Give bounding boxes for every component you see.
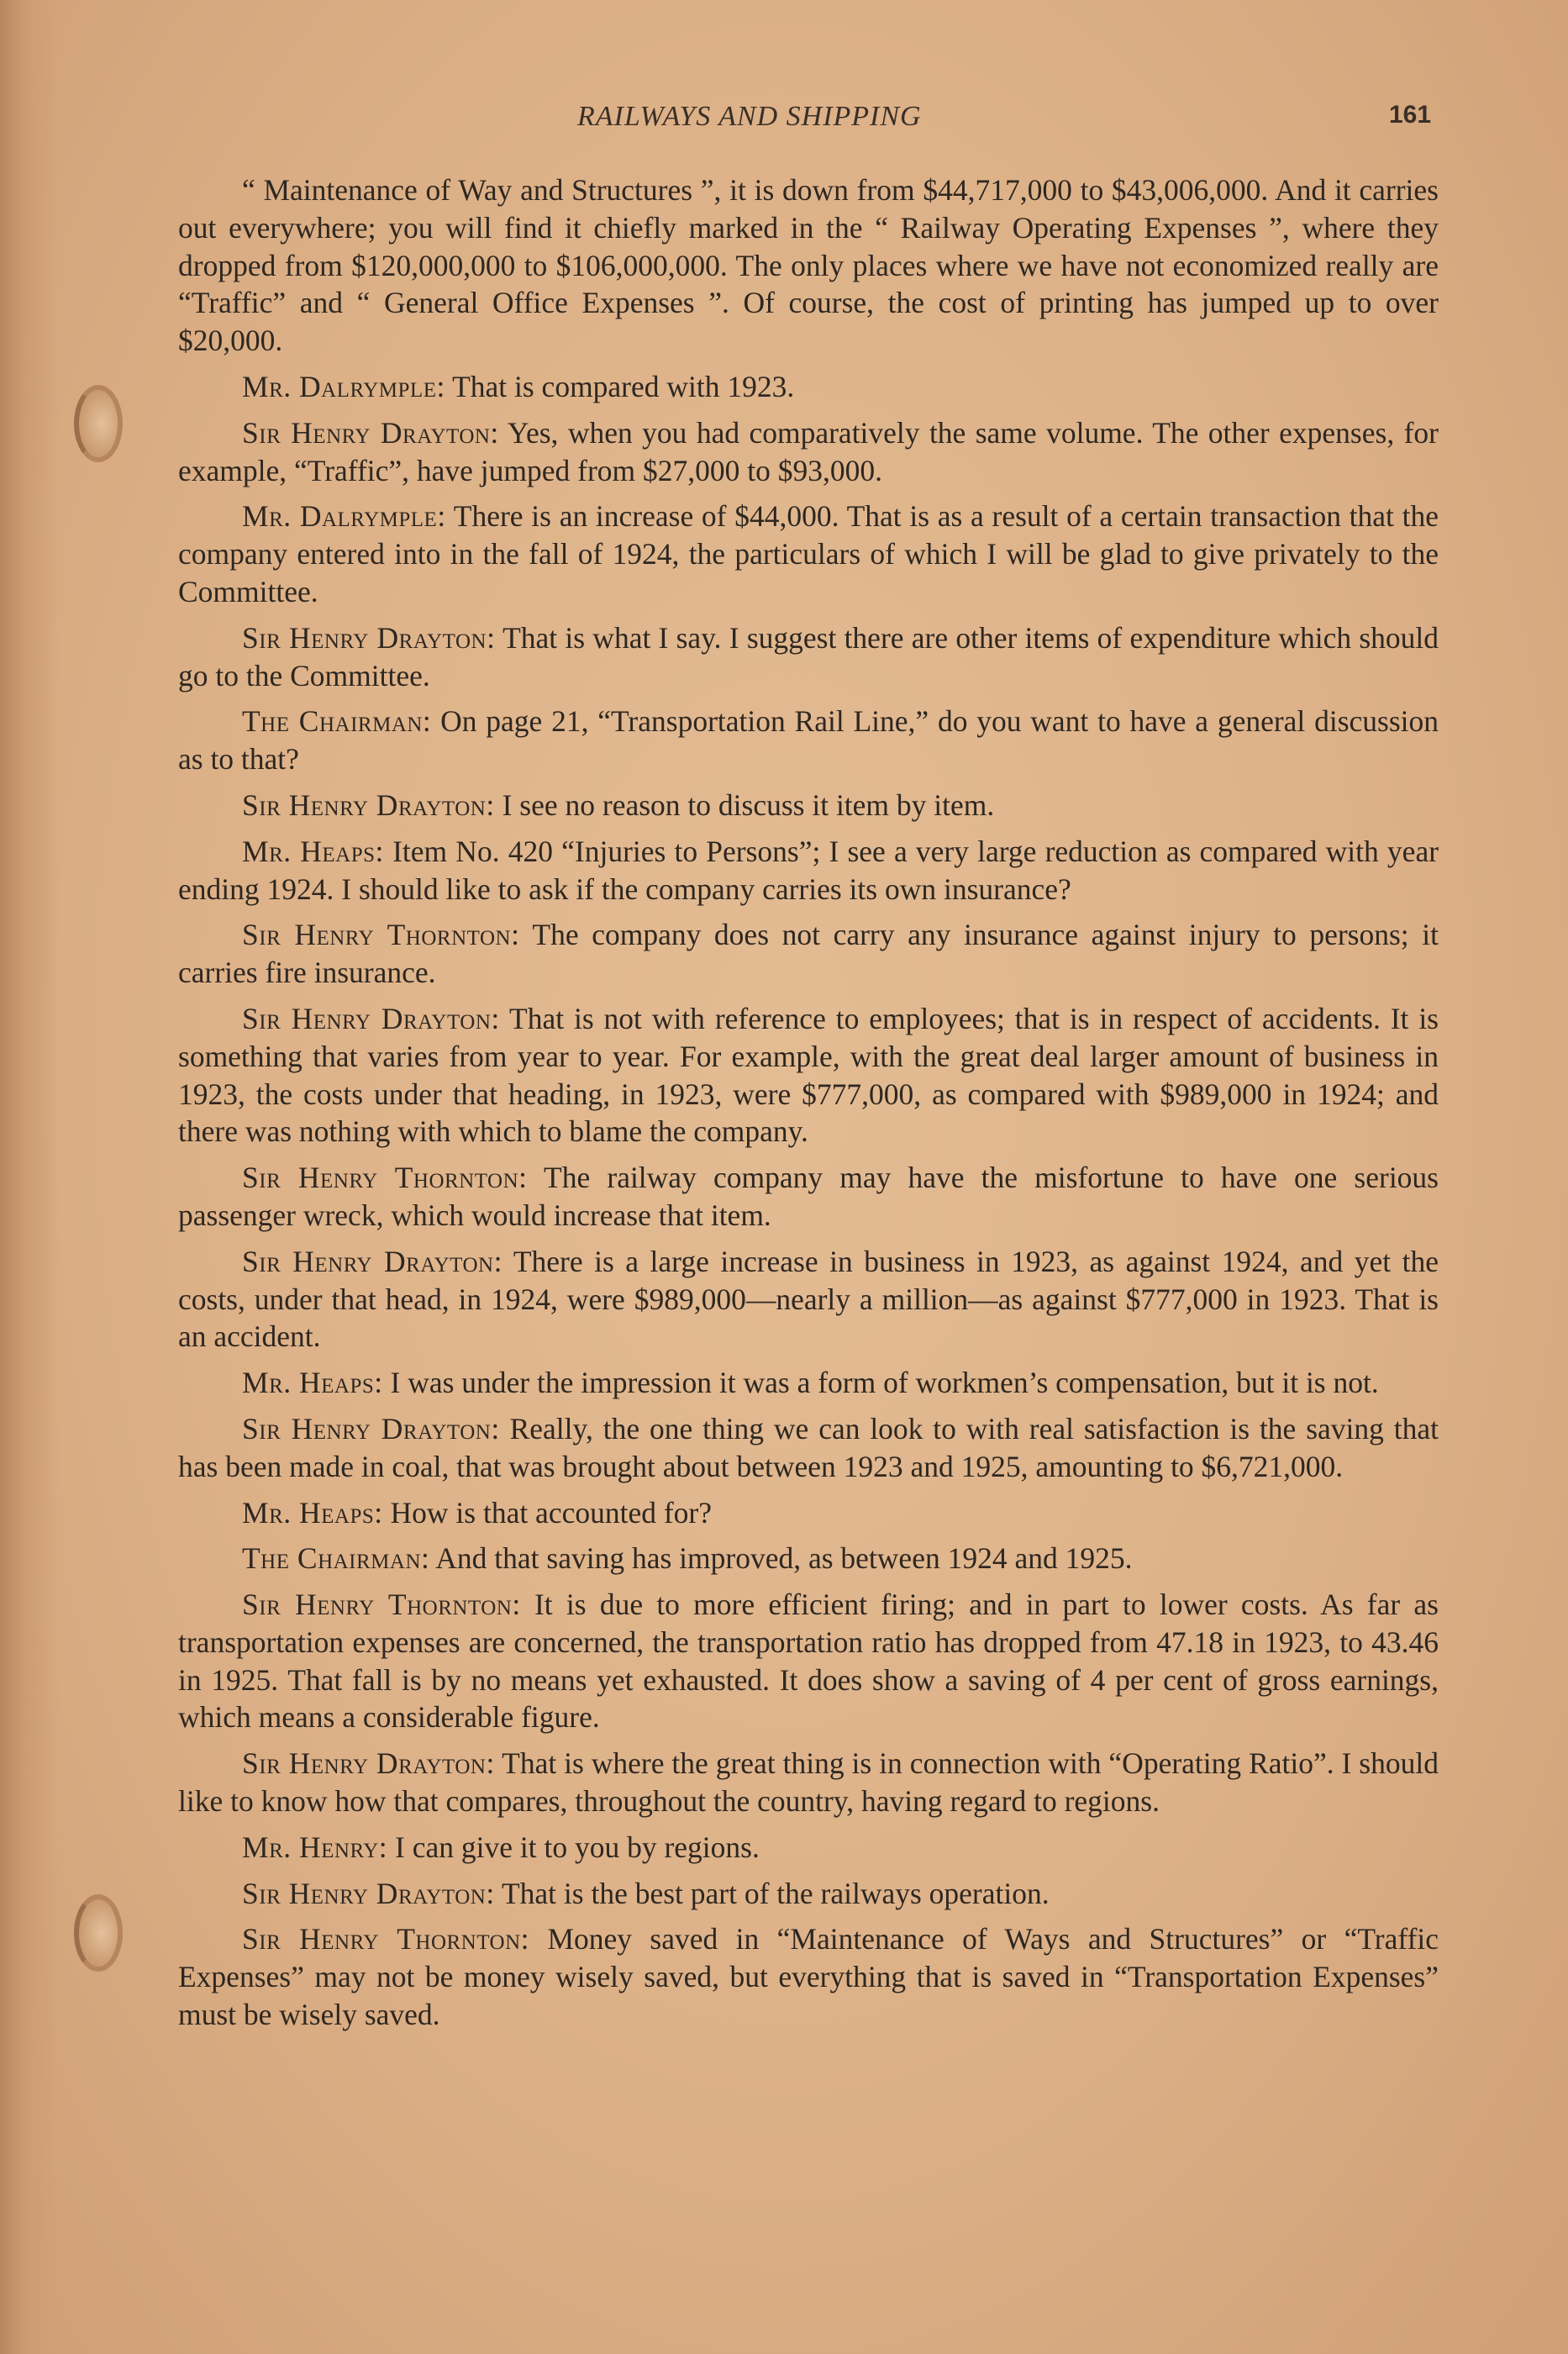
running-head: [0, 97, 1568, 140]
paragraph: [178, 1159, 1439, 1235]
speaker-name: Sir Henry Drayton:: [242, 1876, 495, 1910]
speaker-name: Sir Henry Drayton:: [242, 1746, 495, 1781]
paragraph-text: How is that accounted for?: [390, 1495, 712, 1530]
paragraph: [178, 1745, 1439, 1820]
paragraph: [178, 414, 1439, 490]
paragraph-text: Yes, when you had comparatively the same volume. The other expenses, for example, “Traffic”, have jumped from $27,000 to $93,000.: [178, 415, 1439, 487]
speaker-name: Sir Henry Drayton:: [242, 1244, 502, 1278]
paragraph: [178, 916, 1439, 992]
paragraph-text: On page 21, “Transportation Rail Line,” do you want to have a general discussion as to that?: [178, 704, 1439, 777]
speaker-name: Sir Henry Drayton:: [242, 1001, 500, 1035]
body-text: [178, 171, 1439, 2042]
speaker-name: The Chairman:: [242, 1541, 430, 1576]
paragraph: [178, 1410, 1439, 1486]
speaker-name: The Chairman:: [242, 704, 432, 739]
paragraph: [178, 1829, 1439, 1867]
binding-hole: [74, 385, 123, 462]
paragraph: [178, 1000, 1439, 1151]
speaker-name: Mr. Dalrymple:: [242, 369, 445, 403]
speaker-name: Mr. Heaps:: [242, 1495, 383, 1530]
speaker-name: Sir Henry Thornton:: [242, 1922, 530, 1956]
speaker-name: Sir Henry Drayton:: [242, 787, 495, 822]
paragraph: [178, 1875, 1439, 1913]
speaker-name: Sir Henry Thornton:: [242, 1588, 521, 1622]
speaker-name: Sir Henry Drayton:: [242, 1411, 500, 1446]
speaker-name: Mr. Heaps:: [242, 1366, 383, 1400]
speaker-name: Sir Henry Drayton:: [242, 620, 496, 655]
paragraph-text: There is a large increase in business in 1923, as against 1924, and yet the costs, under that head, in 1924, were $989,000—nearly a million—as against $777,000 in 1923. That is an accident.: [178, 1244, 1439, 1354]
paragraph-text: And that saving has improved, as between 1924 and 1925.: [435, 1541, 1133, 1576]
paragraph-text: I see no reason to discuss it item by item.: [502, 787, 995, 822]
paragraph-text: That is compared with 1923.: [452, 369, 795, 403]
paragraph: [178, 703, 1439, 778]
speaker-name: Sir Henry Thornton:: [242, 1161, 528, 1195]
paragraph-text: That is what I say. I suggest there are other items of expenditure which should go to the Committee.: [178, 620, 1439, 693]
paragraph: [178, 1243, 1439, 1356]
paragraph: [178, 498, 1439, 610]
page-number: 161: [1389, 101, 1432, 129]
speaker-name: Sir Henry Drayton:: [242, 415, 499, 450]
paragraph: [178, 833, 1439, 908]
speaker-name: Mr. Henry:: [242, 1830, 388, 1864]
paragraph: [178, 1586, 1439, 1736]
binding-hole: [74, 1894, 123, 1972]
paragraph-text: That is the best part of the railways operation.: [501, 1876, 1050, 1910]
paragraph-text: The company does not carry any insurance against injury to persons; it carries fire insurance.: [178, 918, 1439, 990]
paragraph: [178, 1920, 1439, 2033]
paragraph-text: The railway company may have the misfortune to have one serious passenger wreck, which would increase that item.: [178, 1161, 1439, 1232]
paragraph-text: I was under the impression it was a form of workmen’s compensation, but it is not.: [390, 1366, 1379, 1400]
paragraph-text: That is where the great thing is in connection with “Operating Ratio”. I should like to know how that compares, throughout the country, having regard to regions.: [178, 1746, 1439, 1819]
paragraph-text: There is an increase of $44,000. That is as a result of a certain transaction that the company entered into in the fall of 1924, the particulars of which I will be glad to give privately to the Committee.: [178, 499, 1439, 608]
speaker-name: Sir Henry Thornton:: [242, 918, 520, 952]
paragraph-text: It is due to more efficient firing; and in part to lower costs. As far as transportation expenses are concerned, the transportation ratio has dropped from 47.18 in 1923, to 43.46 in 1925. That fall is by no means yet exhausted. It does show a saving of 4 per cent of gross earnings, which means a considerable figure.: [178, 1588, 1439, 1735]
paragraph: [178, 1540, 1439, 1577]
paragraph-text: I can give it to you by regions.: [395, 1830, 760, 1864]
speaker-name: Mr. Heaps:: [242, 834, 384, 868]
paragraph-text: Item No. 420 “Injuries to Persons”; I see a very large reduction as compared with year ending 1924. I should like to ask if the company carries its own insurance?: [178, 834, 1439, 906]
running-head-title: RAILWAYS AND SHIPPING: [577, 101, 922, 132]
speaker-name: Mr. Dalrymple:: [242, 499, 446, 534]
paragraph-text: “ Maintenance of Way and Structures ”, it is down from $44,717,000 to $43,006,000. And it carries out everywhere; you will find it chiefly marked in the “ Railway Operating Expenses ”, where they dropped from $120,000,000 to $106,000,000. The only places where we have not economized really are “Traffic” and “ General Office Expenses ”. Of course, the cost of printing has jumped up to over $20,000.: [178, 173, 1439, 358]
paragraph: [178, 1364, 1439, 1402]
paragraph-text: That is not with reference to employees; that is in respect of accidents. It is something that varies from year to year. For example, with the great deal larger amount of business in 1923, the costs under that heading, in 1923, were $777,000, as compared with $989,000 in 1924; and there was nothing with which to blame the company.: [178, 1001, 1439, 1149]
paragraph-text: Really, the one thing we can look to with real satisfaction is the saving that has been made in coal, that was brought about between 1923 and 1925, amounting to $6,721,000.: [178, 1411, 1439, 1483]
paragraph-text: Money saved in “Maintenance of Ways and Structures” or “Traffic Expenses” may not be money wisely saved, but everything that is saved in “Transportation Expenses” must be wisely saved.: [178, 1922, 1439, 2032]
paragraph: [178, 1494, 1439, 1532]
paragraph: [178, 171, 1439, 360]
paragraph: [178, 619, 1439, 695]
paragraph: [178, 787, 1439, 824]
paragraph: [178, 368, 1439, 406]
